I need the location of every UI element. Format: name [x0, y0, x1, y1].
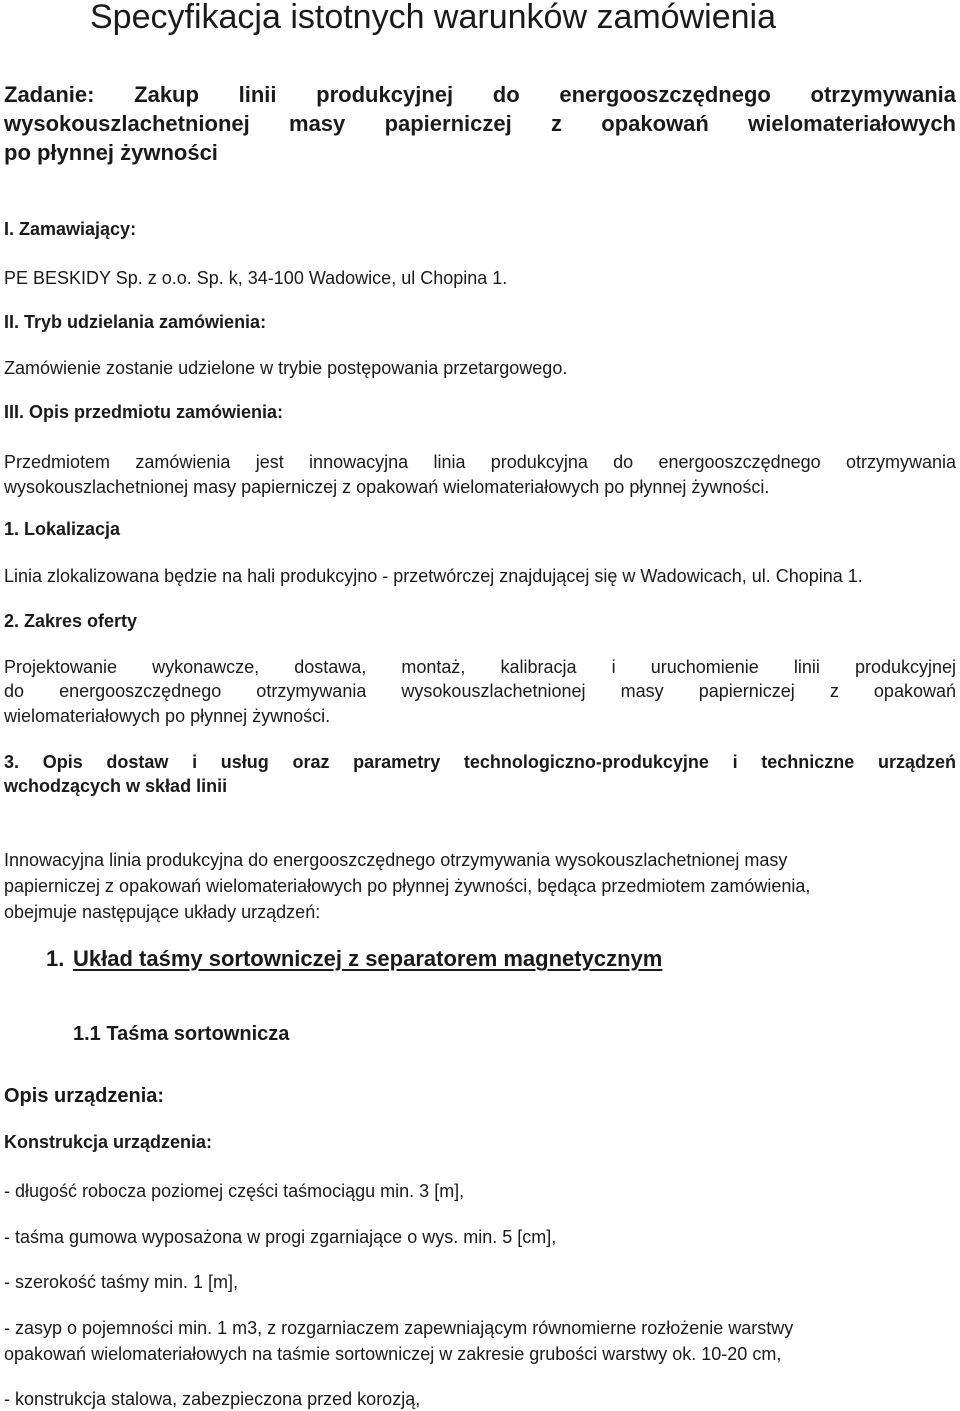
task-line-2: wysokouszlachetnionej masy papierniczej z opakowań wielomateriałowych	[4, 111, 956, 136]
lokalizacja-heading: 1. Lokalizacja	[4, 519, 121, 539]
section-1-heading: I. Zamawiający:	[4, 219, 137, 239]
lokalizacja-text: Linia zlokalizowana będzie na hali produkcyjno - przetwórczej znajdującej się w Wadowicach, ul. Chopina 1.	[4, 566, 863, 586]
opis-urzadzenia-heading: Opis urządzenia:	[4, 1085, 165, 1107]
spec-item-4-line-2: opakowań wielomateriałowych na taśmie sortowniczej w zakresie grubości warstwy ok. 10-20 cm,	[4, 1344, 782, 1364]
spec-item-3: - szerokość taśmy min. 1 [m],	[4, 1272, 239, 1292]
section-2-heading: II. Tryb udzielania zamówienia:	[4, 312, 267, 332]
section-2-text: Zamówienie zostanie udzielone w trybie postępowania przetargowego.	[4, 358, 568, 378]
section-1-text: PE BESKIDY Sp. z o.o. Sp. k, 34-100 Wadowice, ul Chopina 1.	[4, 268, 508, 288]
zakres-oferty-line-3: wielomateriałowych po płynnej żywności.	[4, 706, 331, 726]
konstrukcja-heading: Konstrukcja urządzenia:	[4, 1132, 213, 1152]
system-1-heading: Układ taśmy sortowniczej z separatorem magnetycznym	[73, 946, 663, 971]
intro-line-3: obejmuje następujące układy urządzeń:	[4, 902, 321, 922]
section-3-heading: III. Opis przedmiotu zamówienia:	[4, 402, 284, 422]
task-line-1: Zadanie: Zakup linii produkcyjnej do energooszczędnego otrzymywania	[4, 82, 956, 107]
spec-item-4-line-1: - zasyp o pojemności min. 1 m3, z rozgarniaczem zapewniającym równomierne rozłożenie warstwy	[4, 1318, 794, 1338]
section-3-line-2: wysokouszlachetnionej masy papierniczej z opakowań wielomateriałowych po płynnej żywności.	[4, 477, 770, 497]
zakres-oferty-line-2: do energooszczędnego otrzymywania wysokouszlachetnionej masy papierniczej z opakowań	[4, 681, 956, 701]
task-line-3: po płynnej żywności	[4, 140, 218, 165]
spec-item-1: - długość robocza poziomej części taśmociągu min. 3 [m],	[4, 1181, 465, 1201]
system-1-number: 1.	[46, 946, 65, 971]
intro-line-1: Innowacyjna linia produkcyjna do energooszczędnego otrzymywania wysokouszlachetnionej masy	[4, 850, 788, 870]
spec-item-5: - konstrukcja stalowa, zabezpieczona przed korozją,	[4, 1389, 421, 1409]
spec-item-2: - taśma gumowa wyposażona w progi zgarniające o wys. min. 5 [cm],	[4, 1227, 557, 1247]
section-3-line-1: Przedmiotem zamówienia jest innowacyjna linia produkcyjna do energooszczędnego otrzymywania	[4, 452, 956, 472]
document-title: Specyfikacja istotnych warunków zamówienia	[90, 0, 776, 36]
opis-dostaw-heading-line-2: wchodzących w skład linii	[4, 776, 228, 796]
zakres-oferty-line-1: Projektowanie wykonawcze, dostawa, montaż, kalibracja i uruchomienie linii produkcyjnej	[4, 657, 956, 677]
zakres-oferty-heading: 2. Zakres oferty	[4, 611, 138, 631]
opis-dostaw-heading-line-1: 3. Opis dostaw i usług oraz parametry technologiczno-produkcyjne i techniczne urządzeń	[4, 752, 956, 772]
subsystem-heading: 1.1 Taśma sortownicza	[73, 1023, 290, 1045]
intro-line-2: papierniczej z opakowań wielomateriałowych po płynnej żywności, będąca przedmiotem zamówienia,	[4, 876, 811, 896]
